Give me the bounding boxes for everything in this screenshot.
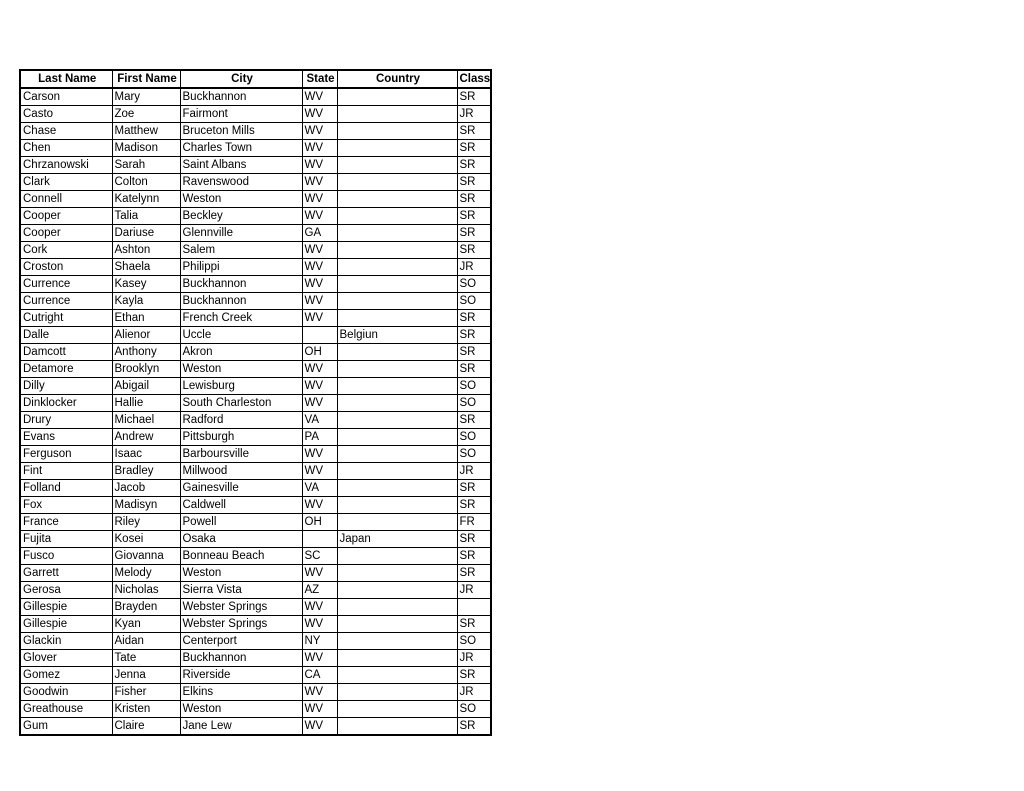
cell-city: Millwood xyxy=(180,463,302,480)
cell-first-name: Hallie xyxy=(112,395,180,412)
cell-last-name: Cork xyxy=(21,242,112,259)
table-row xyxy=(21,123,490,140)
table-row xyxy=(21,310,490,327)
table-row xyxy=(21,293,490,310)
cell-city: Bonneau Beach xyxy=(180,548,302,565)
cell-country xyxy=(337,650,457,667)
cell-state: WV xyxy=(302,684,337,701)
cell-class: SR xyxy=(457,208,490,225)
cell-first-name: Madison xyxy=(112,140,180,157)
cell-class: SR xyxy=(457,310,490,327)
table-row xyxy=(21,157,490,174)
cell-last-name: Glackin xyxy=(21,633,112,650)
cell-class: SR xyxy=(457,174,490,191)
table-row xyxy=(21,208,490,225)
cell-first-name: Bradley xyxy=(112,463,180,480)
table-row xyxy=(21,633,490,650)
cell-first-name: Jacob xyxy=(112,480,180,497)
cell-last-name: Fox xyxy=(21,497,112,514)
cell-state xyxy=(302,531,337,548)
cell-state: WV xyxy=(302,497,337,514)
cell-state: SC xyxy=(302,548,337,565)
cell-class: SR xyxy=(457,140,490,157)
cell-city: Bruceton Mills xyxy=(180,123,302,140)
roster-table xyxy=(21,71,490,734)
cell-country xyxy=(337,106,457,123)
cell-state xyxy=(302,327,337,344)
table-row xyxy=(21,718,490,735)
cell-state: CA xyxy=(302,667,337,684)
cell-city: Ravenswood xyxy=(180,174,302,191)
cell-last-name: Fujita xyxy=(21,531,112,548)
cell-first-name: Katelynn xyxy=(112,191,180,208)
cell-class: SR xyxy=(457,88,490,106)
cell-city: Riverside xyxy=(180,667,302,684)
header-city: City xyxy=(180,71,302,88)
cell-last-name: Dalle xyxy=(21,327,112,344)
cell-class: SO xyxy=(457,293,490,310)
cell-last-name: Greathouse xyxy=(21,701,112,718)
cell-class: SO xyxy=(457,701,490,718)
cell-class: JR xyxy=(457,582,490,599)
cell-state: WV xyxy=(302,650,337,667)
header-country: Country xyxy=(337,71,457,88)
cell-city: Uccle xyxy=(180,327,302,344)
cell-city: Beckley xyxy=(180,208,302,225)
cell-last-name: France xyxy=(21,514,112,531)
table-row xyxy=(21,480,490,497)
cell-state: OH xyxy=(302,344,337,361)
table-row xyxy=(21,667,490,684)
table-row xyxy=(21,395,490,412)
table-row xyxy=(21,463,490,480)
cell-country xyxy=(337,701,457,718)
cell-last-name: Glover xyxy=(21,650,112,667)
cell-first-name: Mary xyxy=(112,88,180,106)
cell-country: Belgiun xyxy=(337,327,457,344)
header-state: State xyxy=(302,71,337,88)
header-row xyxy=(21,71,490,88)
cell-last-name: Fint xyxy=(21,463,112,480)
table-row xyxy=(21,259,490,276)
cell-country xyxy=(337,123,457,140)
cell-first-name: Matthew xyxy=(112,123,180,140)
roster-sheet xyxy=(19,69,492,736)
cell-city: Centerport xyxy=(180,633,302,650)
cell-first-name: Melody xyxy=(112,565,180,582)
cell-city: Radford xyxy=(180,412,302,429)
table-row xyxy=(21,242,490,259)
cell-state: WV xyxy=(302,463,337,480)
cell-state: WV xyxy=(302,157,337,174)
table-row xyxy=(21,106,490,123)
cell-first-name: Sarah xyxy=(112,157,180,174)
cell-last-name: Garrett xyxy=(21,565,112,582)
cell-country xyxy=(337,378,457,395)
table-row xyxy=(21,446,490,463)
cell-class: JR xyxy=(457,259,490,276)
cell-first-name: Anthony xyxy=(112,344,180,361)
cell-state: WV xyxy=(302,378,337,395)
cell-first-name: Riley xyxy=(112,514,180,531)
cell-state: WV xyxy=(302,106,337,123)
cell-last-name: Chen xyxy=(21,140,112,157)
cell-first-name: Michael xyxy=(112,412,180,429)
cell-first-name: Kristen xyxy=(112,701,180,718)
cell-country xyxy=(337,344,457,361)
cell-class: SO xyxy=(457,446,490,463)
cell-first-name: Aidan xyxy=(112,633,180,650)
table-row xyxy=(21,514,490,531)
cell-state: AZ xyxy=(302,582,337,599)
cell-country xyxy=(337,429,457,446)
table-row xyxy=(21,412,490,429)
cell-city: Elkins xyxy=(180,684,302,701)
cell-last-name: Casto xyxy=(21,106,112,123)
cell-first-name: Giovanna xyxy=(112,548,180,565)
cell-class: SR xyxy=(457,225,490,242)
cell-last-name: Ferguson xyxy=(21,446,112,463)
cell-last-name: Gillespie xyxy=(21,616,112,633)
cell-country xyxy=(337,395,457,412)
cell-last-name: Gomez xyxy=(21,667,112,684)
table-row xyxy=(21,378,490,395)
cell-last-name: Dinklocker xyxy=(21,395,112,412)
cell-class: SO xyxy=(457,429,490,446)
cell-class: SR xyxy=(457,616,490,633)
cell-state: WV xyxy=(302,208,337,225)
header-first-name: First Name xyxy=(112,71,180,88)
cell-city: Philippi xyxy=(180,259,302,276)
cell-country: Japan xyxy=(337,531,457,548)
cell-class: SO xyxy=(457,378,490,395)
cell-state: WV xyxy=(302,242,337,259)
table-row xyxy=(21,599,490,616)
cell-city: South Charleston xyxy=(180,395,302,412)
cell-class: JR xyxy=(457,106,490,123)
cell-last-name: Gum xyxy=(21,718,112,735)
cell-city: Akron xyxy=(180,344,302,361)
cell-state: WV xyxy=(302,599,337,616)
cell-first-name: Madisyn xyxy=(112,497,180,514)
cell-class: SR xyxy=(457,548,490,565)
cell-city: Sierra Vista xyxy=(180,582,302,599)
cell-country xyxy=(337,718,457,735)
cell-city: Gainesville xyxy=(180,480,302,497)
cell-city: Saint Albans xyxy=(180,157,302,174)
cell-class: SR xyxy=(457,344,490,361)
table-row xyxy=(21,701,490,718)
cell-first-name: Tate xyxy=(112,650,180,667)
table-row xyxy=(21,191,490,208)
cell-city: French Creek xyxy=(180,310,302,327)
cell-class: SR xyxy=(457,242,490,259)
table-row xyxy=(21,548,490,565)
cell-class: SR xyxy=(457,191,490,208)
cell-last-name: Cutright xyxy=(21,310,112,327)
cell-country xyxy=(337,565,457,582)
cell-first-name: Brooklyn xyxy=(112,361,180,378)
cell-class: JR xyxy=(457,650,490,667)
cell-state: WV xyxy=(302,174,337,191)
header-last-name: Last Name xyxy=(21,71,112,88)
cell-last-name: Chase xyxy=(21,123,112,140)
cell-last-name: Currence xyxy=(21,293,112,310)
cell-class: SO xyxy=(457,276,490,293)
cell-city: Webster Springs xyxy=(180,616,302,633)
cell-first-name: Zoe xyxy=(112,106,180,123)
header-class: Class xyxy=(457,71,490,88)
cell-country xyxy=(337,582,457,599)
cell-last-name: Croston xyxy=(21,259,112,276)
cell-first-name: Kayla xyxy=(112,293,180,310)
cell-last-name: Carson xyxy=(21,88,112,106)
cell-country xyxy=(337,684,457,701)
cell-country xyxy=(337,616,457,633)
cell-city: Salem xyxy=(180,242,302,259)
cell-city: Jane Lew xyxy=(180,718,302,735)
cell-state: WV xyxy=(302,718,337,735)
cell-country xyxy=(337,157,457,174)
cell-city: Osaka xyxy=(180,531,302,548)
cell-class: SR xyxy=(457,497,490,514)
cell-country xyxy=(337,293,457,310)
cell-first-name: Shaela xyxy=(112,259,180,276)
cell-country xyxy=(337,412,457,429)
cell-state: WV xyxy=(302,276,337,293)
cell-state: WV xyxy=(302,361,337,378)
table-row xyxy=(21,88,490,106)
cell-country xyxy=(337,140,457,157)
cell-country xyxy=(337,633,457,650)
cell-country xyxy=(337,259,457,276)
cell-country xyxy=(337,242,457,259)
cell-state: WV xyxy=(302,259,337,276)
table-row xyxy=(21,616,490,633)
table-row xyxy=(21,565,490,582)
cell-class: SO xyxy=(457,633,490,650)
cell-city: Webster Springs xyxy=(180,599,302,616)
cell-city: Lewisburg xyxy=(180,378,302,395)
cell-class: JR xyxy=(457,463,490,480)
cell-last-name: Drury xyxy=(21,412,112,429)
cell-city: Barboursville xyxy=(180,446,302,463)
cell-state: WV xyxy=(302,616,337,633)
cell-city: Glennville xyxy=(180,225,302,242)
cell-state: PA xyxy=(302,429,337,446)
cell-state: WV xyxy=(302,310,337,327)
table-row xyxy=(21,327,490,344)
cell-state: VA xyxy=(302,412,337,429)
cell-class: FR xyxy=(457,514,490,531)
cell-last-name: Cooper xyxy=(21,225,112,242)
roster-body xyxy=(21,88,490,734)
cell-first-name: Ashton xyxy=(112,242,180,259)
cell-last-name: Goodwin xyxy=(21,684,112,701)
cell-class: SR xyxy=(457,531,490,548)
table-row xyxy=(21,361,490,378)
cell-state: WV xyxy=(302,565,337,582)
cell-city: Weston xyxy=(180,701,302,718)
cell-city: Buckhannon xyxy=(180,650,302,667)
table-row xyxy=(21,582,490,599)
cell-last-name: Gerosa xyxy=(21,582,112,599)
table-row xyxy=(21,497,490,514)
cell-class: SR xyxy=(457,667,490,684)
table-row xyxy=(21,225,490,242)
cell-last-name: Evans xyxy=(21,429,112,446)
cell-last-name: Fusco xyxy=(21,548,112,565)
cell-first-name: Claire xyxy=(112,718,180,735)
cell-country xyxy=(337,480,457,497)
cell-class: SR xyxy=(457,157,490,174)
table-row xyxy=(21,174,490,191)
cell-country xyxy=(337,463,457,480)
cell-last-name: Cooper xyxy=(21,208,112,225)
cell-last-name: Connell xyxy=(21,191,112,208)
cell-last-name: Gillespie xyxy=(21,599,112,616)
cell-first-name: Talia xyxy=(112,208,180,225)
table-row xyxy=(21,344,490,361)
cell-first-name: Abigail xyxy=(112,378,180,395)
cell-state: WV xyxy=(302,140,337,157)
cell-state: WV xyxy=(302,88,337,106)
cell-first-name: Jenna xyxy=(112,667,180,684)
cell-city: Caldwell xyxy=(180,497,302,514)
cell-state: WV xyxy=(302,701,337,718)
table-row xyxy=(21,684,490,701)
cell-first-name: Fisher xyxy=(112,684,180,701)
cell-city: Powell xyxy=(180,514,302,531)
cell-city: Charles Town xyxy=(180,140,302,157)
cell-class: SR xyxy=(457,361,490,378)
cell-country xyxy=(337,361,457,378)
table-row xyxy=(21,140,490,157)
cell-country xyxy=(337,310,457,327)
cell-city: Buckhannon xyxy=(180,88,302,106)
cell-country xyxy=(337,88,457,106)
cell-first-name: Ethan xyxy=(112,310,180,327)
cell-state: WV xyxy=(302,395,337,412)
table-row xyxy=(21,429,490,446)
cell-city: Fairmont xyxy=(180,106,302,123)
cell-country xyxy=(337,514,457,531)
cell-state: WV xyxy=(302,446,337,463)
table-row xyxy=(21,276,490,293)
cell-state: VA xyxy=(302,480,337,497)
cell-country xyxy=(337,497,457,514)
cell-class: SR xyxy=(457,718,490,735)
cell-first-name: Colton xyxy=(112,174,180,191)
cell-city: Weston xyxy=(180,565,302,582)
cell-class xyxy=(457,599,490,616)
cell-country xyxy=(337,225,457,242)
cell-last-name: Chrzanowski xyxy=(21,157,112,174)
cell-country xyxy=(337,174,457,191)
cell-last-name: Detamore xyxy=(21,361,112,378)
cell-last-name: Folland xyxy=(21,480,112,497)
cell-country xyxy=(337,599,457,616)
cell-city: Pittsburgh xyxy=(180,429,302,446)
cell-country xyxy=(337,446,457,463)
cell-class: SR xyxy=(457,480,490,497)
cell-city: Weston xyxy=(180,361,302,378)
cell-first-name: Brayden xyxy=(112,599,180,616)
cell-class: SO xyxy=(457,395,490,412)
table-row xyxy=(21,531,490,548)
cell-last-name: Currence xyxy=(21,276,112,293)
table-row xyxy=(21,650,490,667)
cell-class: SR xyxy=(457,123,490,140)
cell-first-name: Andrew xyxy=(112,429,180,446)
cell-state: NY xyxy=(302,633,337,650)
cell-country xyxy=(337,667,457,684)
cell-state: WV xyxy=(302,191,337,208)
cell-class: JR xyxy=(457,684,490,701)
cell-last-name: Clark xyxy=(21,174,112,191)
cell-city: Weston xyxy=(180,191,302,208)
cell-last-name: Dilly xyxy=(21,378,112,395)
cell-state: WV xyxy=(302,293,337,310)
cell-country xyxy=(337,191,457,208)
cell-country xyxy=(337,276,457,293)
cell-first-name: Nicholas xyxy=(112,582,180,599)
cell-state: GA xyxy=(302,225,337,242)
cell-first-name: Alienor xyxy=(112,327,180,344)
cell-last-name: Damcott xyxy=(21,344,112,361)
cell-country xyxy=(337,548,457,565)
cell-first-name: Kyan xyxy=(112,616,180,633)
cell-country xyxy=(337,208,457,225)
cell-first-name: Isaac xyxy=(112,446,180,463)
cell-city: Buckhannon xyxy=(180,276,302,293)
cell-class: SR xyxy=(457,412,490,429)
cell-first-name: Kasey xyxy=(112,276,180,293)
cell-state: OH xyxy=(302,514,337,531)
cell-city: Buckhannon xyxy=(180,293,302,310)
cell-first-name: Dariuse xyxy=(112,225,180,242)
cell-class: SR xyxy=(457,327,490,344)
cell-class: SR xyxy=(457,565,490,582)
cell-state: WV xyxy=(302,123,337,140)
cell-first-name: Kosei xyxy=(112,531,180,548)
